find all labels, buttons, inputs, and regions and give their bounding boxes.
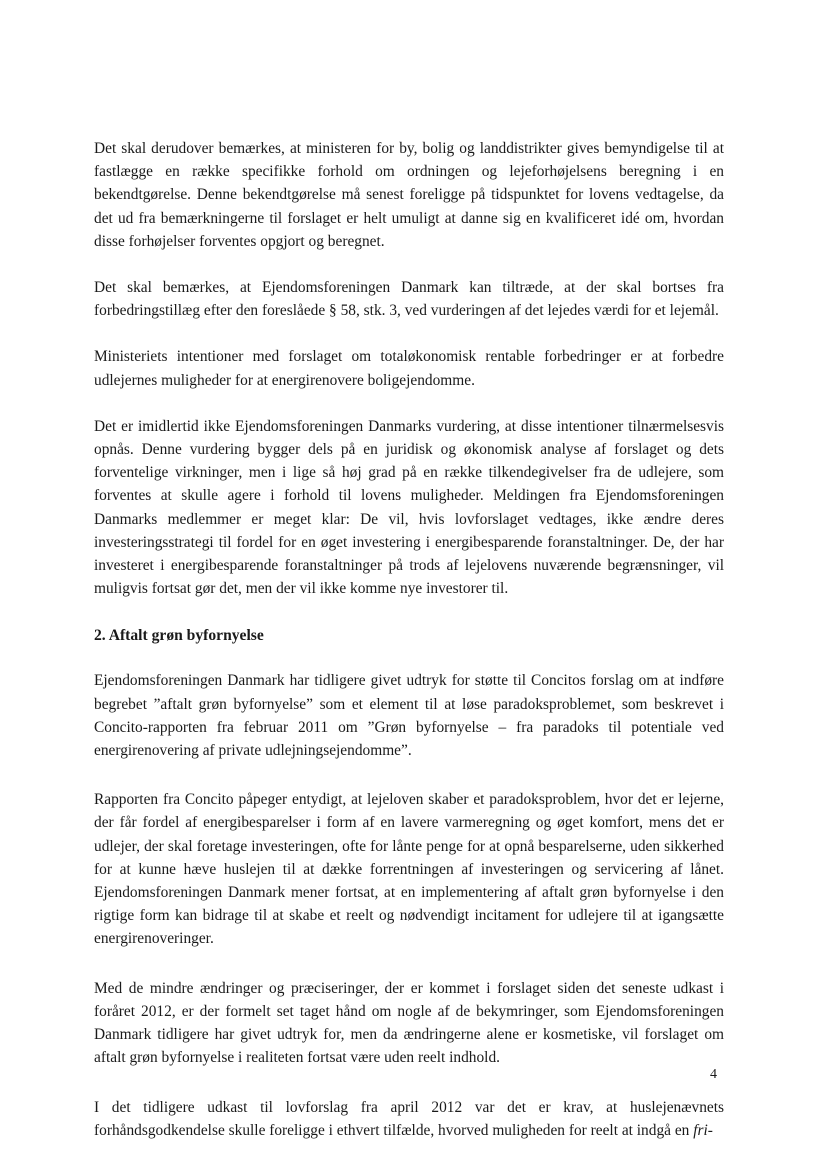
paragraph-concito-rapport: Rapporten fra Concito påpeger entydigt, at lejeloven skaber et paradoksproblem, hvor det er lejerne, der får fordel af energibesparelser i form af en lavere varmeregning og øget komfort, mens det er udlejer, der skal foretage investeringen, ofte for lånte penge for at opnå besparelserne, uden sikkerhed for at kunne hæve huslejen til at dække forrentningen af investeringen og servicering af lånet. Ejendomsforeningen Danmark mener fortsat, at en implementering af aftalt grøn byfornyelse i den rigtige form kan bidrage til at skabe et reelt og nødvendigt incitament for udlejere til at igangsætte energirenoveringer. <box>94 791 724 948</box>
paragraph-aendringer: Med de mindre ændringer og præciseringer, der er kommet i forslaget siden det seneste udkast i foråret 2012, er der formelt set taget hånd om nogle af de bekymringer, som Ejendomsforeningen Danmark tidligere har givet udtryk for, men da ændringerne alene er kosmetiske, vil forslaget om aftalt grøn byfornyelse i realiteten fortsat være uden reelt indhold. <box>94 979 724 1067</box>
paragraph-tidligere-udkast <box>94 1096 724 1142</box>
page-number: 4 <box>710 1067 717 1082</box>
paragraph-concito-forslag: Ejendomsforeningen Danmark har tidligere givet udtryk for støtte til Concitos forslag om at indføre begrebet ”aftalt grøn byfornyelse” som et element til at løse paradoksproblemet, som beskrevet i Concito-rapporten fra februar 2011 om ”Grøn byfornyelse – fra paradoks til potentiale ved energirenovering af private udlejningsejendomme”. <box>94 672 724 760</box>
paragraph-bemyndigelse: Det skal derudover bemærkes, at ministeren for by, bolig og landdistrikter gives bemyndigelse til at fastlægge en række specifikke forhold om ordningen og lejeforhøjelsens beregning i en bekendtgørelse. Denne bekendtgørelse må senest foreligge på tidspunktet for lovens vedtagelse, da det ud fra bemærkningerne til forslaget er helt umuligt at danne sig en kvalificeret idé om, hvordan disse forhøjelser forventes opgjort og beregnet. <box>94 140 724 250</box>
page-body <box>94 137 724 1142</box>
paragraph-tidligere-udkast-text: I det tidligere udkast til lovforslag fra april 2012 var det er krav, at huslejenævnets forhåndsgodkendelse skulle foreligge i ethvert tilfælde, hvorved muligheden for reelt at indgå en <box>94 1098 724 1139</box>
paragraph-vurdering: Det er imidlertid ikke Ejendomsforeningen Danmarks vurdering, at disse intentioner tilnærmelsesvis opnås. Denne vurdering bygger dels på en juridisk og økonomisk analyse af forslaget og dets forventelige virkninger, men i lige så høj grad på en række tilkendegivelser fra de udlejere, som forventes at skulle agere i forhold til lovens muligheder. Meldingen fra Ejendomsforeningen Danmarks medlemmer er meget klar: De vil, hvis lovforslaget vedtages, ikke ændre deres investeringsstrategi til fordel for en øget investering i energibesparende foranstaltninger. De, der har investeret i energibesparende foranstaltninger på trods af lejelovens nuværende begrænsninger, vil muligvis fortsat gør det, men der vil ikke komme nye investorer til. <box>94 417 724 598</box>
paragraph-forbedringstillaeg: Det skal bemærkes, at Ejendomsforeningen Danmark kan tiltræde, at der skal bortses fra forbedringstillæg efter den foreslåede § 58, stk. 3, ved vurderingen af det lejedes værdi for et lejemål. <box>94 279 724 320</box>
section-heading: 2. Aftalt grøn byfornyelse <box>94 627 264 645</box>
paragraph-tidligere-udkast-italic: fri- <box>693 1121 713 1139</box>
paragraph-ministeriets-intentioner: Ministeriets intentioner med forslaget om totaløkonomisk rentable forbedringer er at forbedre udlejernes muligheder for at energirenovere boligejendomme. <box>94 348 724 389</box>
